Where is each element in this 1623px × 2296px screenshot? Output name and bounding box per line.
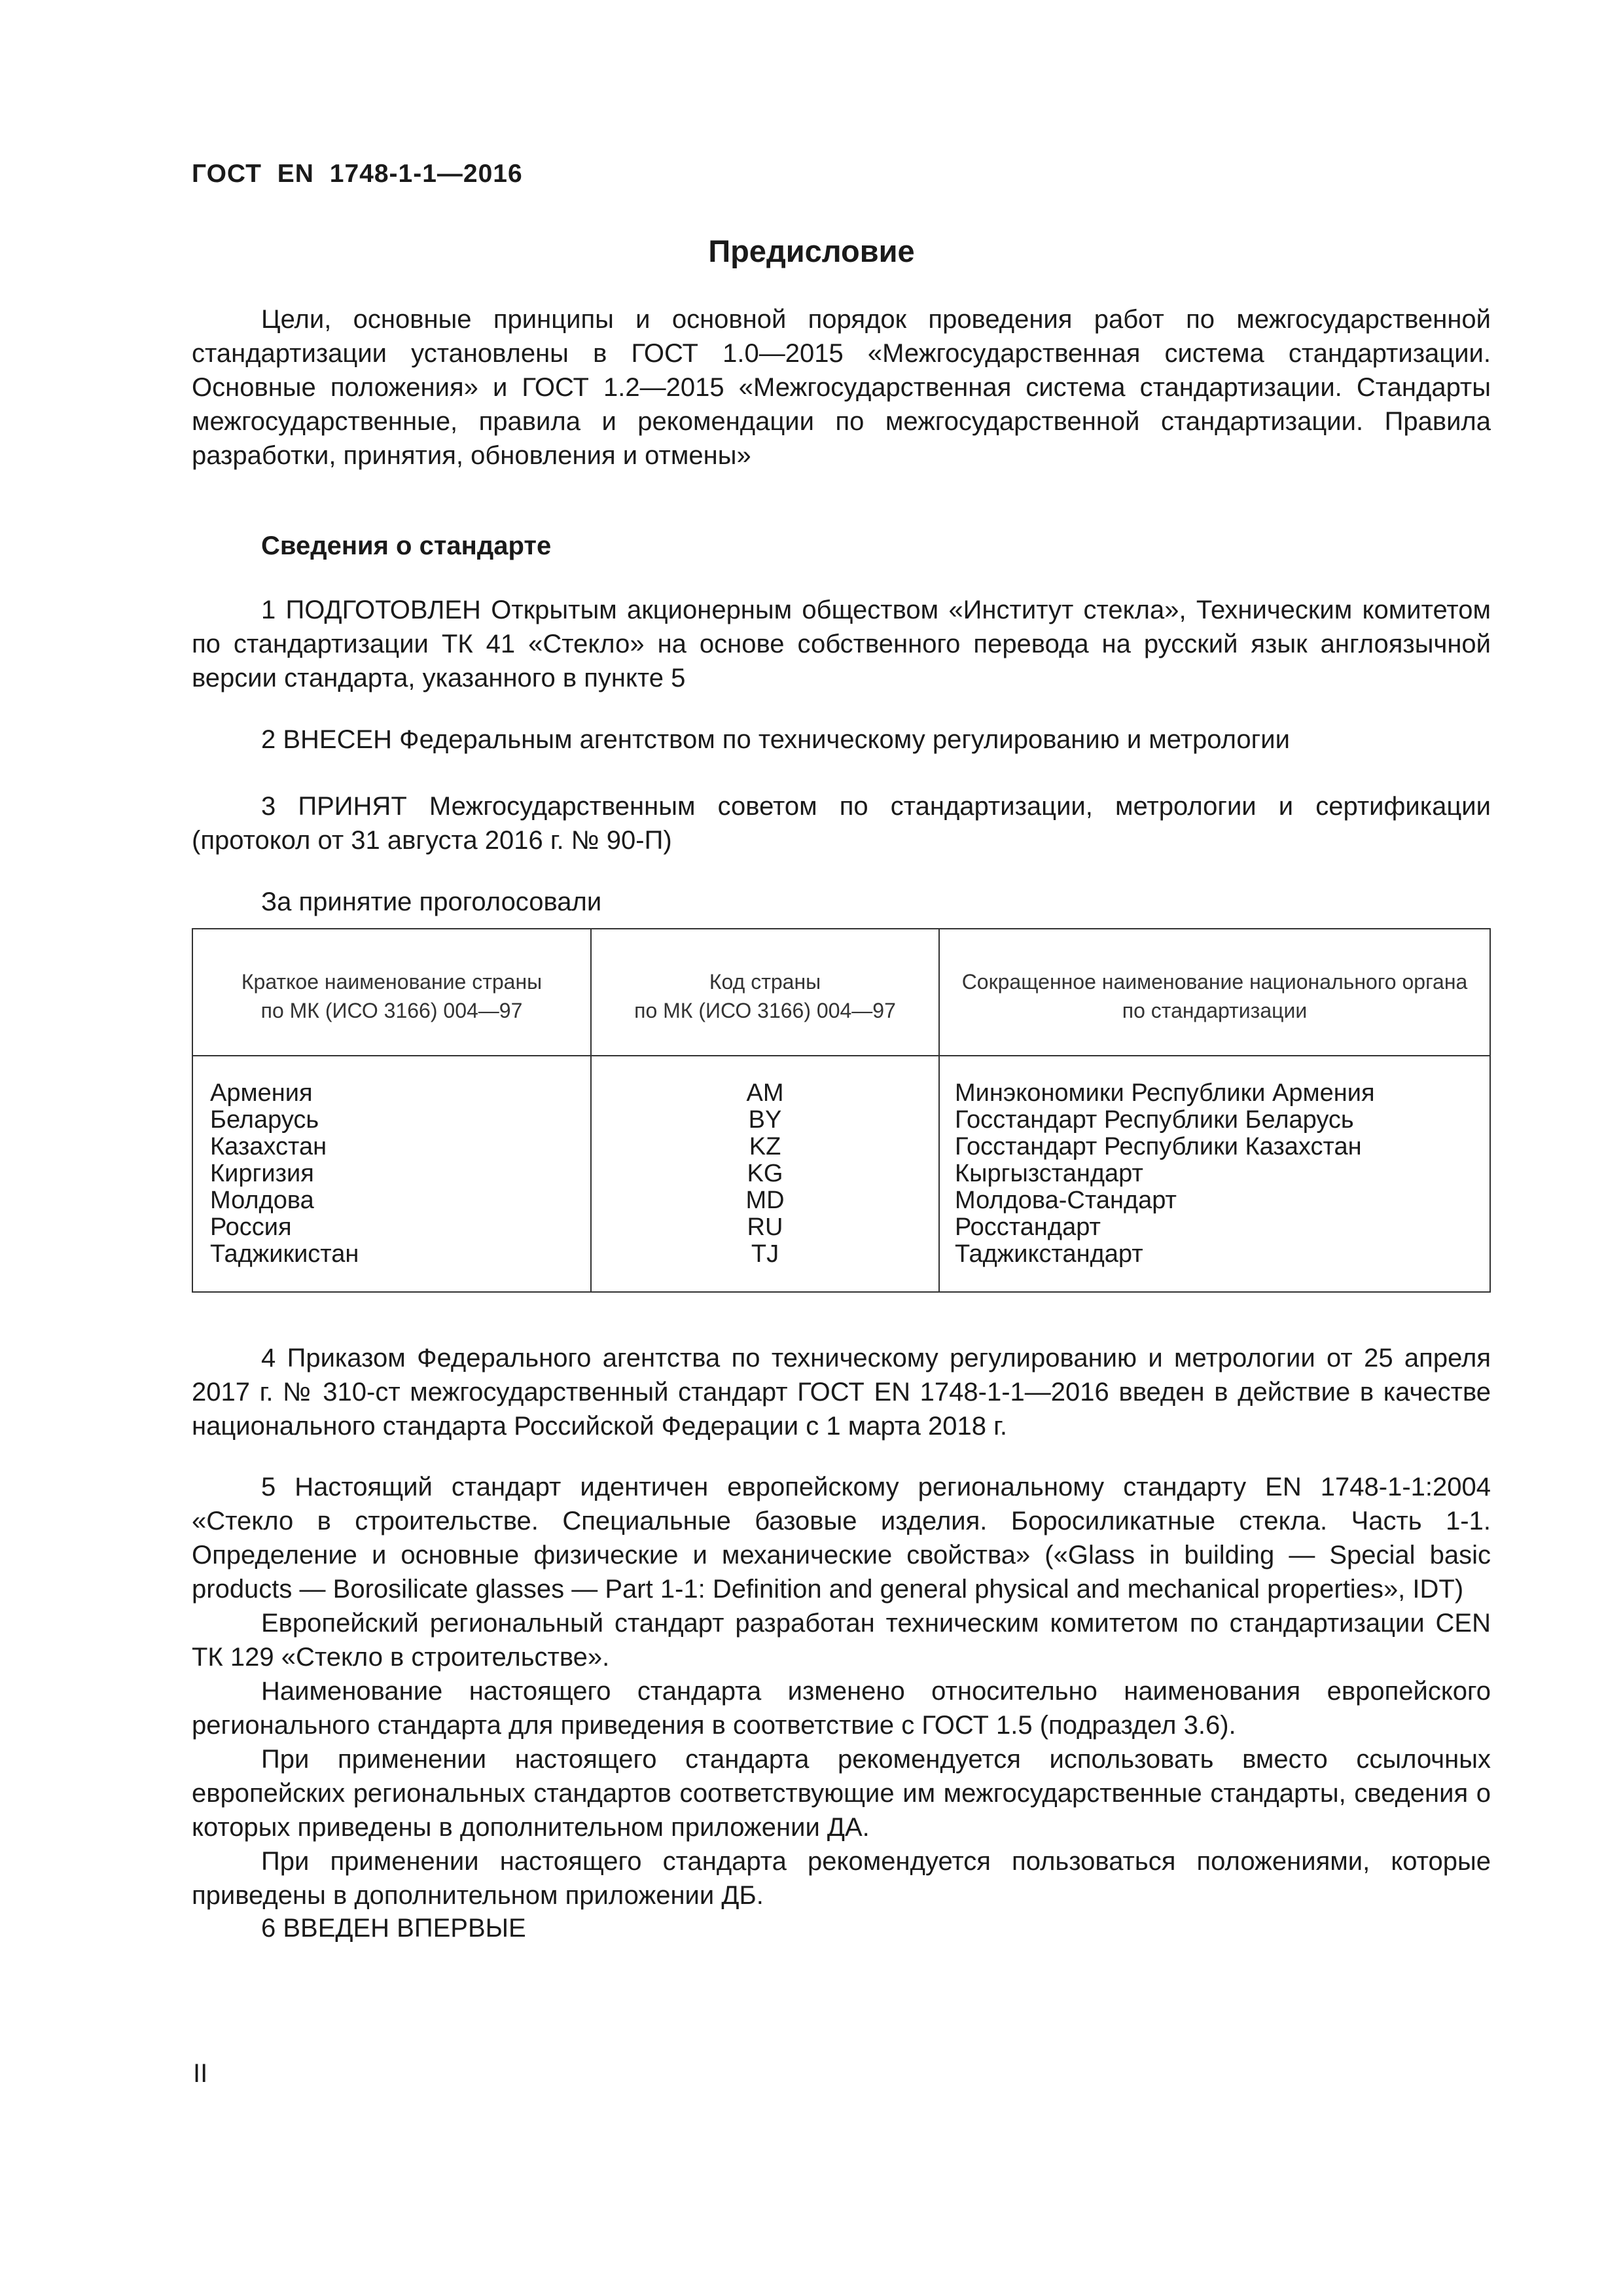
- table-cell-code: KG: [747, 1160, 783, 1187]
- table-header-code: [592, 967, 938, 1025]
- item-6: [192, 1911, 1491, 1945]
- table-cell-country: Россия: [210, 1213, 292, 1241]
- table-cell-body: Молдова-Стандарт: [955, 1187, 1177, 1214]
- item-6-text: 6 ВВЕДЕН ВПЕРВЫЕ: [261, 1914, 526, 1943]
- header-line: Код страны: [709, 970, 821, 994]
- item-5-paragraph: Наименование настоящего стандарта изменено относительно наименования европейского регионального стандарта для приведения в соответствие с ГОСТ 1.5 (подраздел 3.6).: [192, 1677, 1491, 1740]
- item-2-text: 2 ВНЕСЕН Федеральным агентством по техническому регулированию и метрологии: [261, 725, 1290, 754]
- table-cell-code: BY: [748, 1106, 782, 1134]
- item-4-text: 4 Приказом Федерального агентства по техническому регулированию и метрологии от 25 апреля 2017 г. № 310-ст межгосударственный стандарт ГОСТ EN 1748-1-1—2016 введен в действие в качестве национального стандарта Российской Федерации с 1 марта 2018 г.: [192, 1344, 1491, 1441]
- table-cell-body: Кыргызстандарт: [955, 1160, 1143, 1187]
- table-cell-body: Росстандарт: [955, 1213, 1101, 1241]
- table-header-body: [940, 967, 1489, 1025]
- table-header-divider: [193, 1055, 1489, 1056]
- table-cell-country: Беларусь: [210, 1106, 319, 1134]
- intro-section: [192, 302, 1491, 473]
- table-cell-body: Госстандарт Республики Казахстан: [955, 1133, 1362, 1160]
- table-cell-country: Киргизия: [210, 1160, 314, 1187]
- header-line: по МК (ИСО 3166) 004—97: [260, 999, 523, 1022]
- item-3: [192, 789, 1491, 857]
- header-line: Краткое наименование страны: [241, 970, 543, 994]
- code-column: [592, 1080, 938, 1268]
- table-cell-code: TJ: [751, 1240, 779, 1268]
- item-5-paragraph: При применении настоящего стандарта рекомендуется использовать вместо ссылочных европейских региональных стандартов соответствующие им межгосударственные стандарты, сведения о которых приведены в дополнительном приложении ДА.: [192, 1745, 1491, 1842]
- voting-table: [192, 928, 1491, 1293]
- header-line: Сокращенное наименование национального органа: [961, 970, 1468, 994]
- item-2: [192, 723, 1491, 757]
- page-title: Предисловие: [708, 234, 915, 268]
- table-cell-country: Молдова: [210, 1187, 314, 1214]
- item-4: [192, 1341, 1491, 1443]
- table-cell-body: Таджикстандарт: [955, 1240, 1143, 1268]
- table-cell-country: Таджикистан: [210, 1240, 359, 1268]
- country-column: [210, 1080, 583, 1268]
- item-5-paragraph: Европейский региональный стандарт разработан техническим комитетом по стандартизации CEN ТК 129 «Стекло в строительстве».: [192, 1609, 1491, 1672]
- page-number: II: [193, 2059, 208, 2088]
- item-1: [192, 593, 1491, 695]
- table-cell-code: MD: [745, 1187, 785, 1214]
- item-5-paragraph: При применении настоящего стандарта рекомендуется пользоваться положениями, которые приведены в дополнительном приложении ДБ.: [192, 1847, 1491, 1910]
- table-cell-country: Армения: [210, 1079, 313, 1107]
- item-5-paragraph: 5 Настоящий стандарт идентичен европейскому региональному стандарту EN 1748-1-1:2004 «Стекло в строительстве. Специальные базовые изделия. Боросиликатные стекла. Часть 1-1. Определение и основные физические и механические свойства» («Glass in building — Special basic products — Borosilicate glasses — Part 1-1: Definition and general physical and mechanical properties», IDT): [192, 1473, 1491, 1604]
- table-cell-country: Казахстан: [210, 1133, 327, 1160]
- header-line: по МК (ИСО 3166) 004—97: [634, 999, 896, 1022]
- voted-label-block: [192, 885, 1491, 919]
- item-3-text: 3 ПРИНЯТ Межгосударственным советом по стандартизации, метрологии и сертификации (протокол от 31 августа 2016 г. № 90-П): [192, 792, 1491, 855]
- document-code: ГОСТ EN 1748-1-1—2016: [192, 160, 523, 188]
- table-cell-code: AM: [746, 1079, 784, 1107]
- table-cell-body: Минэкономики Республики Армения: [955, 1079, 1375, 1107]
- header-line: по стандартизации: [1122, 999, 1308, 1022]
- voted-label: За принятие проголосовали: [261, 888, 602, 916]
- table-cell-body: Госстандарт Республики Беларусь: [955, 1106, 1354, 1134]
- intro-paragraph: Цели, основные принципы и основной порядок проведения работ по межгосударственной стандартизации установлены в ГОСТ 1.0—2015 «Межгосударственная система стандартизации. Основные положения» и ГОСТ 1.2—2015 «Межгосударственная система стандартизации. Стандарты межгосударственные, правила и рекомендации по межгосударственной стандартизации. Правила разработки, принятия, обновления и отмены»: [192, 305, 1491, 470]
- body-column: [955, 1080, 1485, 1268]
- item-5: [192, 1470, 1491, 1912]
- section-title: Сведения о стандарте: [261, 531, 552, 560]
- table-cell-code: KZ: [749, 1133, 781, 1160]
- item-1-text: 1 ПОДГОТОВЛЕН Открытым акционерным обществом «Институт стекла», Техническим комитетом по стандартизации ТК 41 «Стекло» на основе собственного перевода на русский язык англоязычной версии стандарта, указанного в пункте 5: [192, 596, 1491, 692]
- table-header-country: [193, 967, 590, 1025]
- table-cell-code: RU: [747, 1213, 783, 1241]
